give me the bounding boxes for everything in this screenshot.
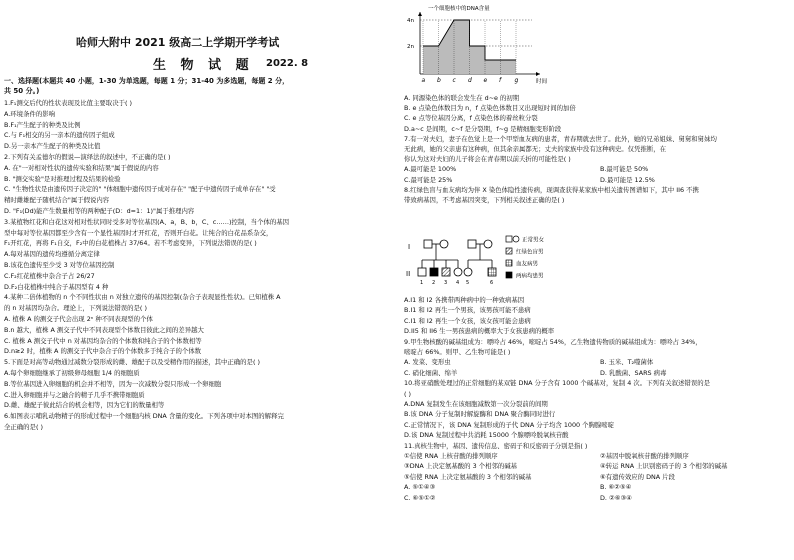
pedigree-female-II5 — [464, 268, 472, 276]
y-tick-label: 2n — [407, 44, 414, 50]
x-tick-label: f — [499, 77, 502, 84]
right-bottom-line: ⑤信使 RNA 上决定氨基酸的 3 个相邻的碱基 — [404, 472, 532, 481]
right-bottom-line: A. 发菜、变形虫 — [404, 358, 451, 367]
pedigree-male-II6-hemophilia — [488, 268, 496, 276]
left-line: 全正确的是( ) — [4, 423, 43, 431]
right-bottom-line: B.该 DNA 分子复制时解旋酶和 DNA 聚合酶同时进行 — [404, 410, 556, 419]
left-line: B. "测交实验"是对推理过程及结果的检验 — [4, 174, 121, 183]
left-line: F₁开红花，再将 F₁自交，F₂中的白花植株占 37/64。若不考虑变异，下列说法错误的是( ) — [4, 239, 257, 248]
right-bottom-line: ( ) — [404, 389, 412, 398]
x-tick-label: c — [452, 77, 456, 84]
x-axis-label: 时间 — [536, 79, 548, 85]
legend-normal: 正常男女 — [522, 237, 545, 244]
left-line: D.n≥2 时，植株 A 的测交子代中杂合子的个体数多于纯合子的个体数 — [4, 347, 202, 356]
x-axis-arrow — [536, 72, 540, 76]
left-line: 3.某植物红花和白花这对相对性状同时受多对等位基因(A、a，B、b，C、c……)控制，当个体的基因 — [4, 217, 290, 226]
right-top-line: 7.有一对夫妇，妻子在色觉上是一个甲型血友病的患者，青春期就去世了。此外，她的兄弟姐妹、舅舅和舅妹均 — [404, 134, 717, 143]
left-line: A.环境条件的影响 — [4, 109, 56, 118]
left-line: D.雌、雄配子彼此结合的机会相等，因为它们的数量相等 — [4, 401, 165, 410]
right-bottom-line: C. 硝化细菌、绵羊 — [404, 368, 458, 377]
pedigree-female-I2 — [440, 240, 448, 248]
right-bottom-line: ⑥有遗传效应的 DNA 片段 — [600, 472, 675, 481]
y-tick-label: 4n — [407, 18, 414, 24]
right-top-line: 8.红绿色盲与血友病均为伴 X 染色体隐性遗传病，现调查获得某家族中相关遗传图谱如下，其中 II6 不携 — [404, 185, 699, 194]
pedigree-number-6: 6 — [490, 280, 494, 286]
right-top-line: 你认为这对夫妇的儿子将会在青春期以前夭折的可能性是( ) — [404, 155, 571, 164]
right-bottom-line: ①信使 RNA 上核苷酸的排列顺序 — [404, 452, 498, 460]
left-line: B.F₁产生配子的种类及比例 — [4, 120, 81, 129]
x-tick-label: b — [437, 77, 441, 84]
pedigree-male-I3 — [468, 240, 476, 248]
y-axis-arrow — [418, 12, 422, 16]
left-line: B.该花色遗传至少受 3 对等位基因控制 — [4, 261, 115, 269]
right-bottom-line: ③DNA 上决定氨基酸的 3 个相邻的碱基 — [404, 462, 518, 471]
section-heading-line2: 共 50 分。) — [4, 87, 40, 95]
pedigree-number-2: 2 — [432, 280, 436, 286]
right-top-line: 带致病基因，不考虑基因突变，下列相关叙述正确的是( ) — [404, 196, 565, 204]
left-line: C.进入卵细胞并与之融合的精子几乎不携带细胞质 — [4, 390, 145, 399]
right-bottom-line: ④转运 RNA 上识别密码子的 3 个相邻的碱基 — [600, 462, 728, 471]
left-line: 2.下列有关孟德尔的假说—演绎法的叙述中，不正确的是( ) — [4, 153, 171, 161]
pedigree-female-I4 — [484, 240, 492, 248]
right-top-line: D.a~c 是间期，c~f 是分裂期，f~g 是精细胞变形阶段 — [404, 124, 562, 133]
x-tick-label: g — [514, 77, 519, 84]
x-tick-label: d — [468, 77, 472, 84]
left-line: D.F₂白花植株中纯合子基因型有 4 种 — [4, 282, 109, 291]
x-tick-label: a — [421, 77, 426, 84]
pedigree-number-3: 3 — [444, 280, 448, 286]
generation-label-2: II — [406, 270, 411, 278]
right-bottom-line: 10.将亚硝酸处理过的正常细胞的某双链 DNA 分子含有 1000 个碱基对，复制 4 次。下列有关叙述错误的是 — [404, 379, 710, 388]
pedigree-diagram — [406, 232, 556, 290]
left-line: A. 在"一对相对性状的遗传实验和结果"属于假说的内容 — [4, 163, 159, 172]
left-line: 6.如图表示哺乳动物精子的形成过程中一个细胞内核 DNA 含量的变化。下列各项中对本图的解释完 — [4, 412, 284, 421]
left-line: 型中每对等位基因都至少含有一个显性基因时才开红花，否则开白花。让纯合的白花品系杂交， — [4, 228, 273, 237]
pedigree-male-II2-both — [430, 268, 438, 276]
right-bottom-line: C.正常情况下，该 DNA 复制形成的子代 DNA 分子均含 1000 个胸腺嘧啶 — [404, 420, 615, 429]
pedigree-male-II3-colorblind — [442, 268, 450, 276]
left-line: B.n 越大，植株 A 测交子代中不同表现型个体数目彼此之间的差异越大 — [4, 325, 204, 334]
left-line: B.等位基因进入卵细胞的机会并不相等，因为一次减数分裂只形成一个卵细胞 — [4, 379, 222, 388]
subject-title: 生 物 试 题 — [153, 58, 254, 73]
right-top-line: A. 同源染色体的联会发生在 d~e 的初期 — [404, 94, 520, 102]
left-line: D.另一亲本产生配子的种类及比值 — [4, 142, 101, 151]
right-bottom-line: B.I1 和 I2 再生一个男孩，该男孩可能不患病 — [404, 306, 531, 315]
right-bottom-line: D.II5 和 II6 生一男孩患病的概率大于女孩患病的概率 — [404, 327, 555, 336]
pedigree-female-II4 — [454, 268, 462, 276]
left-line: C. 植株 A 测交子代中 n 对基因均杂合的个体数和纯合子的个体数相等 — [4, 336, 202, 345]
right-bottom-line: 嘧啶占 66%。则甲、乙生物可能是( ) — [404, 348, 511, 356]
left-line: D. "F₁(Dd)能产生数量相等的两种配子(D：d=1：1)"属于推理内容 — [4, 207, 195, 215]
right-bottom-line: D.该 DNA 复制过程中共消耗 15000 个腺嘌呤脱氧核苷酸 — [404, 431, 569, 440]
left-line: 1.F₁测交后代的性状表现及比值主要取决于( ) — [4, 99, 132, 107]
right-bottom-line: D. 乳酸菌、SARS 病毒 — [600, 368, 667, 377]
right-top-line: 无此病，她的父亲患有这种病，但其余亲属都无；丈夫的家族中没有这种病史。仅凭推断，在 — [404, 145, 667, 153]
left-line: A.每个卵细胞继承了初级卵母细胞 1/4 的细胞质 — [4, 369, 140, 377]
left-line: 4.某种二倍体植物的 n 个不同性状由 n 对独立遗传的基因控制(杂合子表现显性性状)。已知植株 A — [4, 293, 281, 302]
exam-title: 哈师大附中 2021 级高二上学期开学考试 — [76, 36, 280, 49]
legend-colorblind: 红绿色盲男 — [516, 249, 544, 256]
right-bottom-line: B. ⑥②⑤④ — [600, 483, 632, 492]
right-bottom-line: C. ⑥⑤①② — [404, 493, 436, 502]
left-line: C.F₂红花植株中杂合子占 26/27 — [4, 271, 95, 280]
pedigree-number-4: 4 — [456, 280, 460, 286]
pedigree-male-II1 — [418, 268, 426, 276]
left-line: C. "生物性状是由遗传因子决定的" "体细胞中遗传因子成对存在" "配子中遗传因子成单存在" "受 — [4, 185, 276, 194]
right-top-line: B. e 点染色体数目为 n，f 点染色体数目又出现短时间的加倍 — [404, 104, 576, 113]
right-bottom-line: A.DNA 复制发生在该细胞减数第一次分裂前的间期 — [404, 400, 548, 408]
right-top-line: D.最可能是 12.5% — [600, 175, 655, 184]
x-tick-label: e — [483, 77, 488, 84]
right-bottom-line: C.I1 和 I2 再生一个女孩，该女孩可能会患病 — [404, 316, 531, 325]
right-bottom-line: D. ②⑥③④ — [600, 493, 632, 502]
section-heading-line1: 一、选择题(本题共 40 小题，1-30 为单选题，每题 1 分；31-40 为多选题，每题 2 分， — [4, 77, 290, 85]
left-line: A. 植株 A 的测交子代会出现 2ⁿ 种不同表现型的个体 — [4, 315, 153, 323]
right-bottom-line: A.I1 和 I2 各携带两种病中的一种致病基因 — [404, 296, 525, 304]
pedigree-number-5: 5 — [466, 280, 470, 286]
right-bottom-line: 11.真核生物中，基因、遗传信息、密码子和反密码子分别是指( ) — [404, 441, 588, 450]
right-top-line: C.最可能是 25% — [404, 175, 453, 184]
pedigree-number-1: 1 — [420, 280, 424, 286]
left-line: 精时雌雄配子随机结合"属于假说内容 — [4, 196, 110, 205]
right-top-line: C. e 点等位基因分离，f 点染色体的着丝粒分裂 — [404, 114, 538, 123]
right-top-line: B.最可能是 50% — [600, 165, 649, 174]
right-bottom-line: 9.甲生物核酸的碱基组成为：嘌呤占 46%，嘧啶占 54%，乙生物遗传物质的碱基组成为：嘌呤占 34%， — [404, 337, 702, 346]
right-bottom-line: ②基因中脱氧核苷酸的排列顺序 — [600, 452, 689, 460]
right-bottom-line: B. 玉米、T₂噬菌体 — [600, 358, 654, 367]
left-line: C.与 F₁相交的另一亲本的遗传因子组成 — [4, 131, 115, 140]
left-line: 5.下面是对高等动物通过减数分裂形成的雌、雄配子以及受精作用的描述，其中正确的是( ) — [4, 358, 260, 367]
chart-title: 一个细胞核中的DNA含量 — [428, 6, 490, 12]
right-top-line: A.最可能是 100% — [404, 165, 457, 174]
left-line: A.每对基因的遗传均遵循分离定律 — [4, 250, 100, 259]
dna-content-chart — [406, 2, 566, 90]
right-bottom-line: A. ⑤①④③ — [404, 483, 436, 492]
pedigree-male-I1 — [424, 240, 432, 248]
legend-hemophilia: 血友病男 — [516, 261, 539, 268]
exam-date: 2022. 8 — [266, 58, 309, 69]
generation-label-1: I — [408, 243, 411, 251]
legend-both: 两病均患男 — [516, 273, 544, 280]
left-line: 的 n 对基因均杂合。理论上，下列说法错误的是( ) — [4, 304, 147, 313]
